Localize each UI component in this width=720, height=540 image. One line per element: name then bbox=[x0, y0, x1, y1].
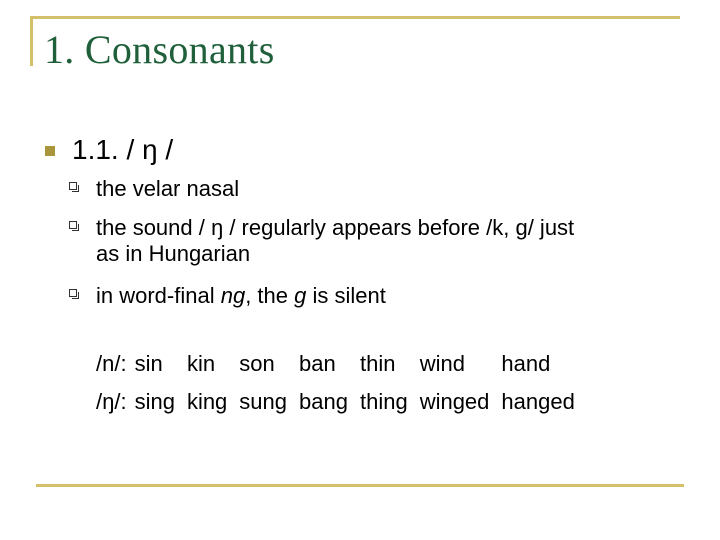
table-row-eng bbox=[90, 383, 581, 421]
minimal-pairs-table bbox=[90, 345, 581, 421]
word-cell: sung bbox=[239, 389, 288, 414]
word-cell: winged bbox=[419, 389, 490, 414]
top-rule bbox=[30, 16, 680, 19]
bullet-line-2: as in Hungarian bbox=[96, 241, 251, 266]
word-cell: ban bbox=[299, 351, 336, 376]
word-cell: king bbox=[186, 389, 228, 414]
row-label: /n/: bbox=[96, 351, 127, 376]
row-label: /ŋ/: bbox=[96, 389, 127, 414]
square-bullet-icon bbox=[45, 146, 55, 156]
left-rule bbox=[30, 16, 33, 66]
word-cell: sing bbox=[134, 389, 175, 414]
bullet-velar-nasal bbox=[96, 176, 239, 202]
word-cell: sin bbox=[134, 351, 163, 376]
slide-title: 1. Consonants bbox=[44, 27, 275, 72]
bullet-italic-g: g bbox=[294, 283, 307, 308]
word-cell: hanged bbox=[501, 389, 575, 414]
bullet-italic-ng: ng bbox=[220, 283, 246, 308]
word-cell: thin bbox=[359, 351, 396, 376]
word-cell: wind bbox=[419, 351, 465, 376]
word-cell: thing bbox=[359, 389, 408, 414]
bullet-line-1: the sound / ŋ / regularly appears before /k, g/ just bbox=[96, 215, 575, 240]
bullet-text: , the bbox=[245, 283, 295, 308]
bullet-text: the velar nasal bbox=[96, 176, 240, 201]
hollow-square-bullet-icon bbox=[69, 289, 77, 297]
word-cell: son bbox=[239, 351, 275, 376]
word-cell: hand bbox=[501, 351, 551, 376]
bullet-word-final bbox=[96, 283, 386, 309]
bullet-text: in word-final bbox=[96, 283, 221, 308]
word-cell: kin bbox=[186, 351, 216, 376]
bullet-sound-appears bbox=[96, 215, 574, 267]
hollow-square-bullet-icon bbox=[69, 182, 77, 190]
bullet-text: is silent bbox=[306, 283, 386, 308]
table-row-n bbox=[90, 345, 581, 383]
hollow-square-bullet-icon bbox=[69, 221, 77, 229]
section-heading: 1.1. / ŋ / bbox=[72, 134, 174, 165]
word-cell: bang bbox=[299, 389, 348, 414]
bottom-rule bbox=[36, 484, 684, 487]
